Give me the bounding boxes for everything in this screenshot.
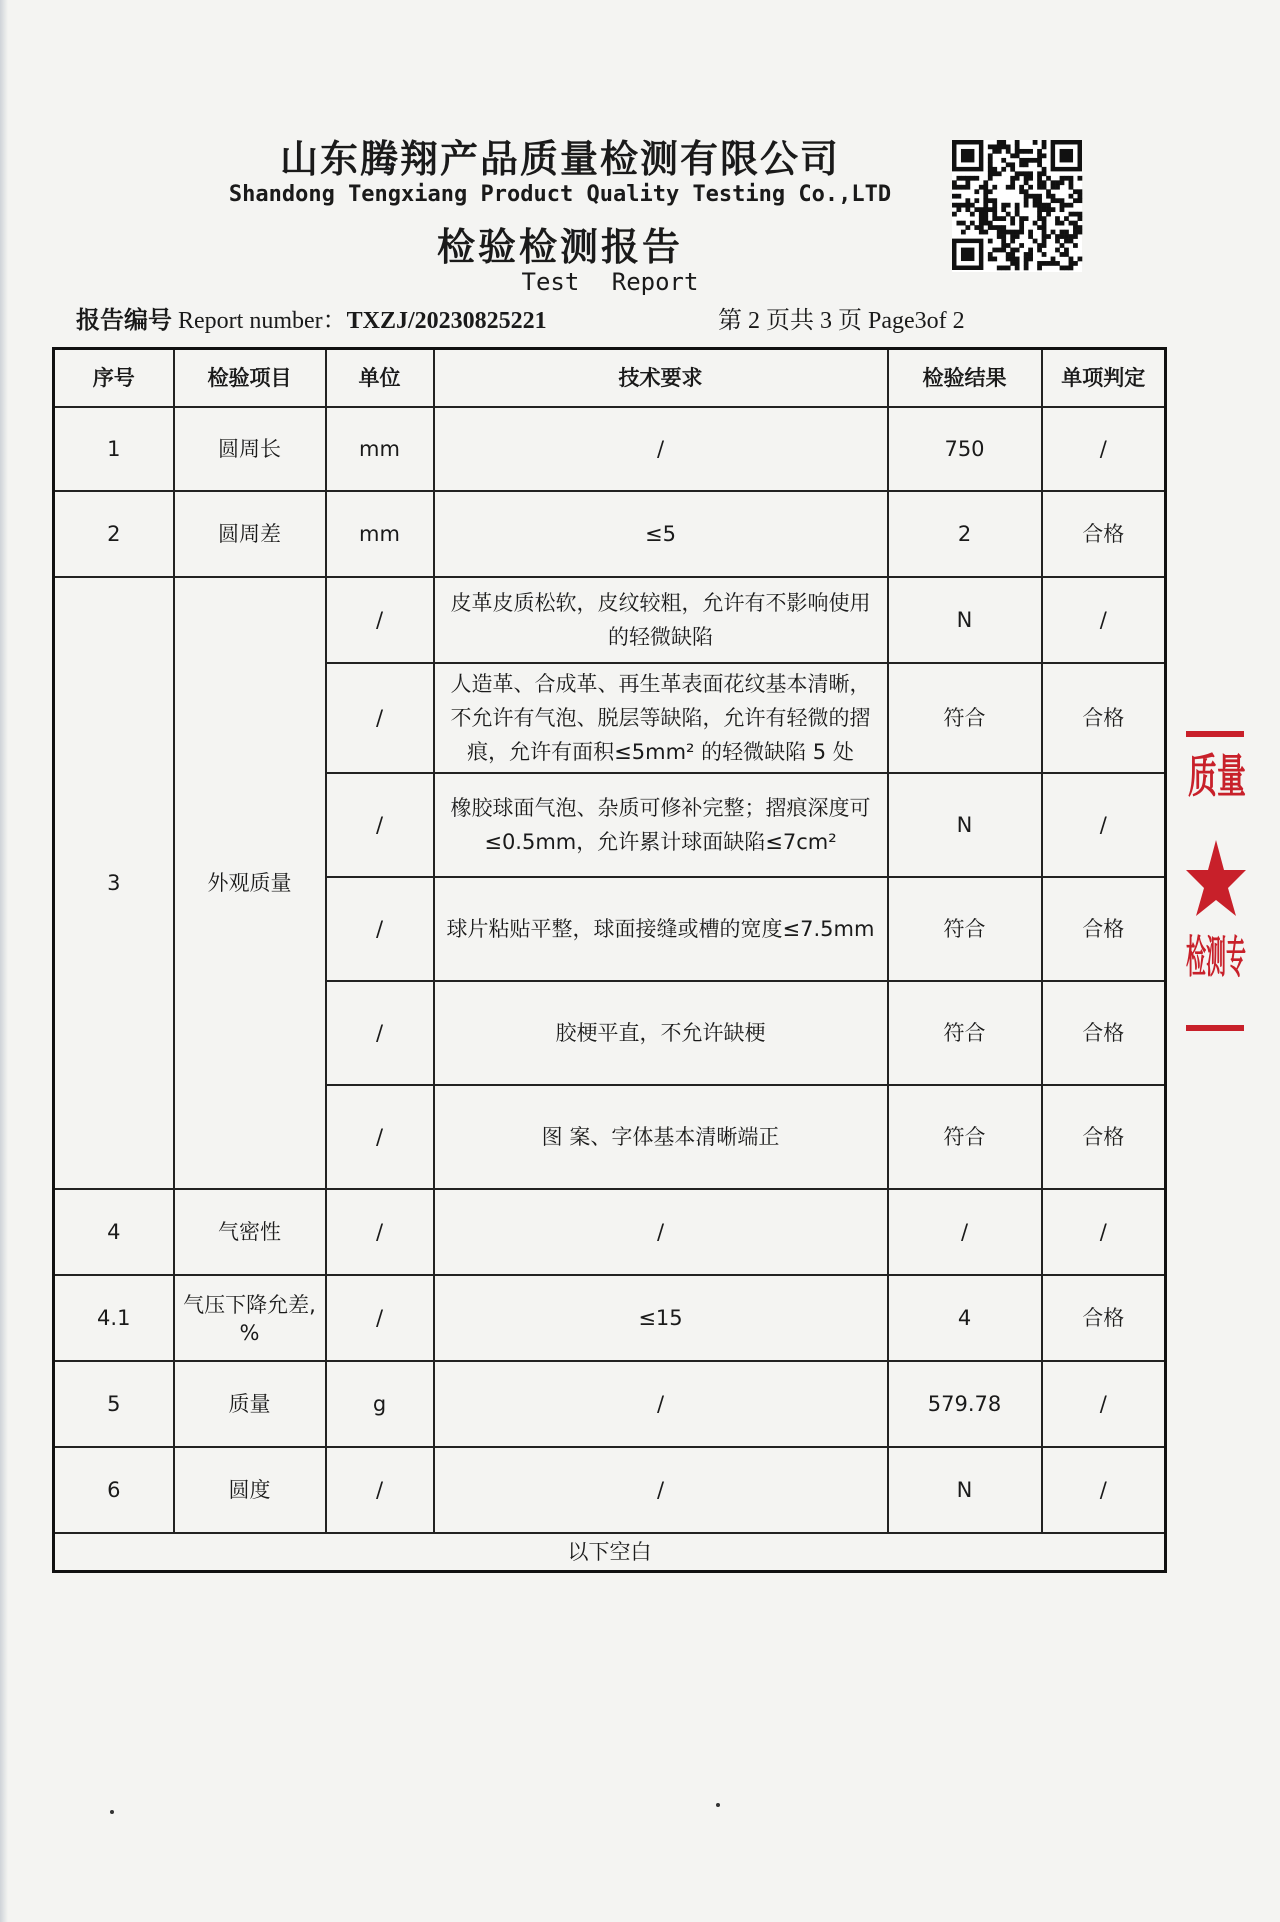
cell-result: 符合	[888, 663, 1042, 773]
report-meta	[76, 300, 1076, 334]
cell-unit: mm	[326, 491, 434, 577]
cell-requirement: ≤5	[434, 491, 888, 577]
header-no: 序号	[54, 349, 174, 408]
table-row	[54, 491, 1166, 577]
cell-requirement: 胶梗平直，不允许缺梗	[434, 981, 888, 1085]
table-row	[54, 1361, 1166, 1447]
item-line: 气压下降允差,	[183, 1293, 316, 1317]
cell-verdict: /	[1042, 1361, 1166, 1447]
cell-no: 3	[54, 577, 174, 1189]
blank-below-note: 以下空白	[54, 1533, 1166, 1571]
report-number: TXZJ/20230825221	[346, 308, 547, 334]
company-name-en: Shandong Tengxiang Product Quality Testing Co.,LTD	[228, 182, 892, 207]
report-number-label-en: Report number：	[172, 308, 347, 334]
cell-result: 符合	[888, 1085, 1042, 1189]
cell-unit: /	[326, 773, 434, 877]
speck	[110, 1810, 114, 1814]
cell-requirement: ≤15	[434, 1275, 888, 1361]
cell-unit: /	[326, 577, 434, 663]
cell-unit: /	[326, 981, 434, 1085]
svg-text:检测专: 检测专	[1186, 932, 1246, 983]
table-row	[54, 407, 1166, 491]
table-row	[54, 1447, 1166, 1533]
cell-result: 2	[888, 491, 1042, 577]
report-title-en: Test Report	[521, 268, 699, 296]
company-name-cn: 山东腾翔产品质量检测有限公司	[279, 137, 840, 181]
cell-result: 750	[888, 407, 1042, 491]
cell-no: 1	[54, 407, 174, 491]
req-line: 橡胶球面气泡、杂质可修补完整；摺痕深度可	[450, 796, 871, 820]
header-result: 检验结果	[888, 349, 1042, 408]
cell-requirement: 球片粘贴平整，球面接缝或槽的宽度≤7.5mm	[434, 877, 888, 981]
cell-verdict: 合格	[1042, 663, 1166, 773]
cell-verdict: 合格	[1042, 1275, 1166, 1361]
table-row	[54, 1275, 1166, 1361]
cell-unit: /	[326, 663, 434, 773]
cell-result: 4	[888, 1275, 1042, 1361]
cell-result: N	[888, 1447, 1042, 1533]
cell-verdict: /	[1042, 407, 1166, 491]
item-line: %	[239, 1321, 260, 1345]
cell-no: 5	[54, 1361, 174, 1447]
cell-result: 符合	[888, 981, 1042, 1085]
table-row	[54, 1189, 1166, 1275]
cell-item: 气密性	[174, 1189, 326, 1275]
cell-requirement: 图 案、字体基本清晰端正	[434, 1085, 888, 1189]
report-title-cn: 检验检测报告	[436, 225, 683, 269]
cell-verdict: /	[1042, 1189, 1166, 1275]
req-line: 皮革皮质松软，皮纹较粗，允许有不影响使用	[450, 591, 871, 615]
page-info: 第 2 页共 3 页 Page3of 2	[718, 308, 965, 334]
table-row	[54, 577, 1166, 663]
cell-no: 6	[54, 1447, 174, 1533]
req-line: 人造革、合成革、再生革表面花纹基本清晰，	[450, 672, 871, 696]
cell-requirement: /	[434, 1189, 888, 1275]
cell-unit: g	[326, 1361, 434, 1447]
cell-verdict: 合格	[1042, 877, 1166, 981]
cell-result: 符合	[888, 877, 1042, 981]
cell-unit: /	[326, 1275, 434, 1361]
inspection-table	[52, 347, 1167, 1573]
report-number-label-cn: 报告编号	[76, 306, 172, 334]
cell-item: 圆周长	[174, 407, 326, 491]
cell-requirement	[434, 577, 888, 663]
cell-unit: mm	[326, 407, 434, 491]
cell-requirement	[434, 663, 888, 773]
cell-requirement: /	[434, 407, 888, 491]
cell-verdict: /	[1042, 1447, 1166, 1533]
cell-verdict: /	[1042, 577, 1166, 663]
cell-item: 圆周差	[174, 491, 326, 577]
req-line: 不允许有气泡、脱层等缺陷，允许有轻微的摺	[450, 706, 871, 730]
speck	[716, 1803, 720, 1807]
req-line: 的轻微缺陷	[608, 625, 713, 649]
table-header-row	[54, 349, 1166, 408]
cell-item: 质量	[174, 1361, 326, 1447]
table-footer-row	[54, 1533, 1166, 1571]
svg-text:质量: 质量	[1188, 749, 1246, 803]
header-item: 检验项目	[174, 349, 326, 408]
header-requirement: 技术要求	[434, 349, 888, 408]
cell-item: 圆度	[174, 1447, 326, 1533]
cell-requirement	[434, 773, 888, 877]
cell-item: 外观质量	[174, 577, 326, 1189]
cell-result: /	[888, 1189, 1042, 1275]
cell-result: 579.78	[888, 1361, 1042, 1447]
cell-unit: /	[326, 877, 434, 981]
cell-verdict: 合格	[1042, 491, 1166, 577]
cell-verdict: /	[1042, 773, 1166, 877]
cell-item	[174, 1275, 326, 1361]
cell-unit: /	[326, 1447, 434, 1533]
qr-code-icon	[952, 140, 1082, 272]
header-unit: 单位	[326, 349, 434, 408]
cell-result: N	[888, 773, 1042, 877]
req-line: ≤0.5mm，允许累计球面缺陷≤7cm²	[484, 830, 837, 854]
cell-result: N	[888, 577, 1042, 663]
cell-no: 4	[54, 1189, 174, 1275]
page-edge-shadow	[0, 0, 8, 1922]
cell-no: 4.1	[54, 1275, 174, 1361]
header-verdict: 单项判定	[1042, 349, 1166, 408]
req-line: 痕，允许有面积≤5mm² 的轻微缺陷 5 处	[467, 740, 854, 764]
cell-verdict: 合格	[1042, 1085, 1166, 1189]
cell-unit: /	[326, 1085, 434, 1189]
cell-requirement: /	[434, 1361, 888, 1447]
cell-unit: /	[326, 1189, 434, 1275]
cell-no: 2	[54, 491, 174, 577]
cell-requirement: /	[434, 1447, 888, 1533]
cell-verdict: 合格	[1042, 981, 1166, 1085]
red-seal-stamp	[1186, 728, 1246, 1034]
